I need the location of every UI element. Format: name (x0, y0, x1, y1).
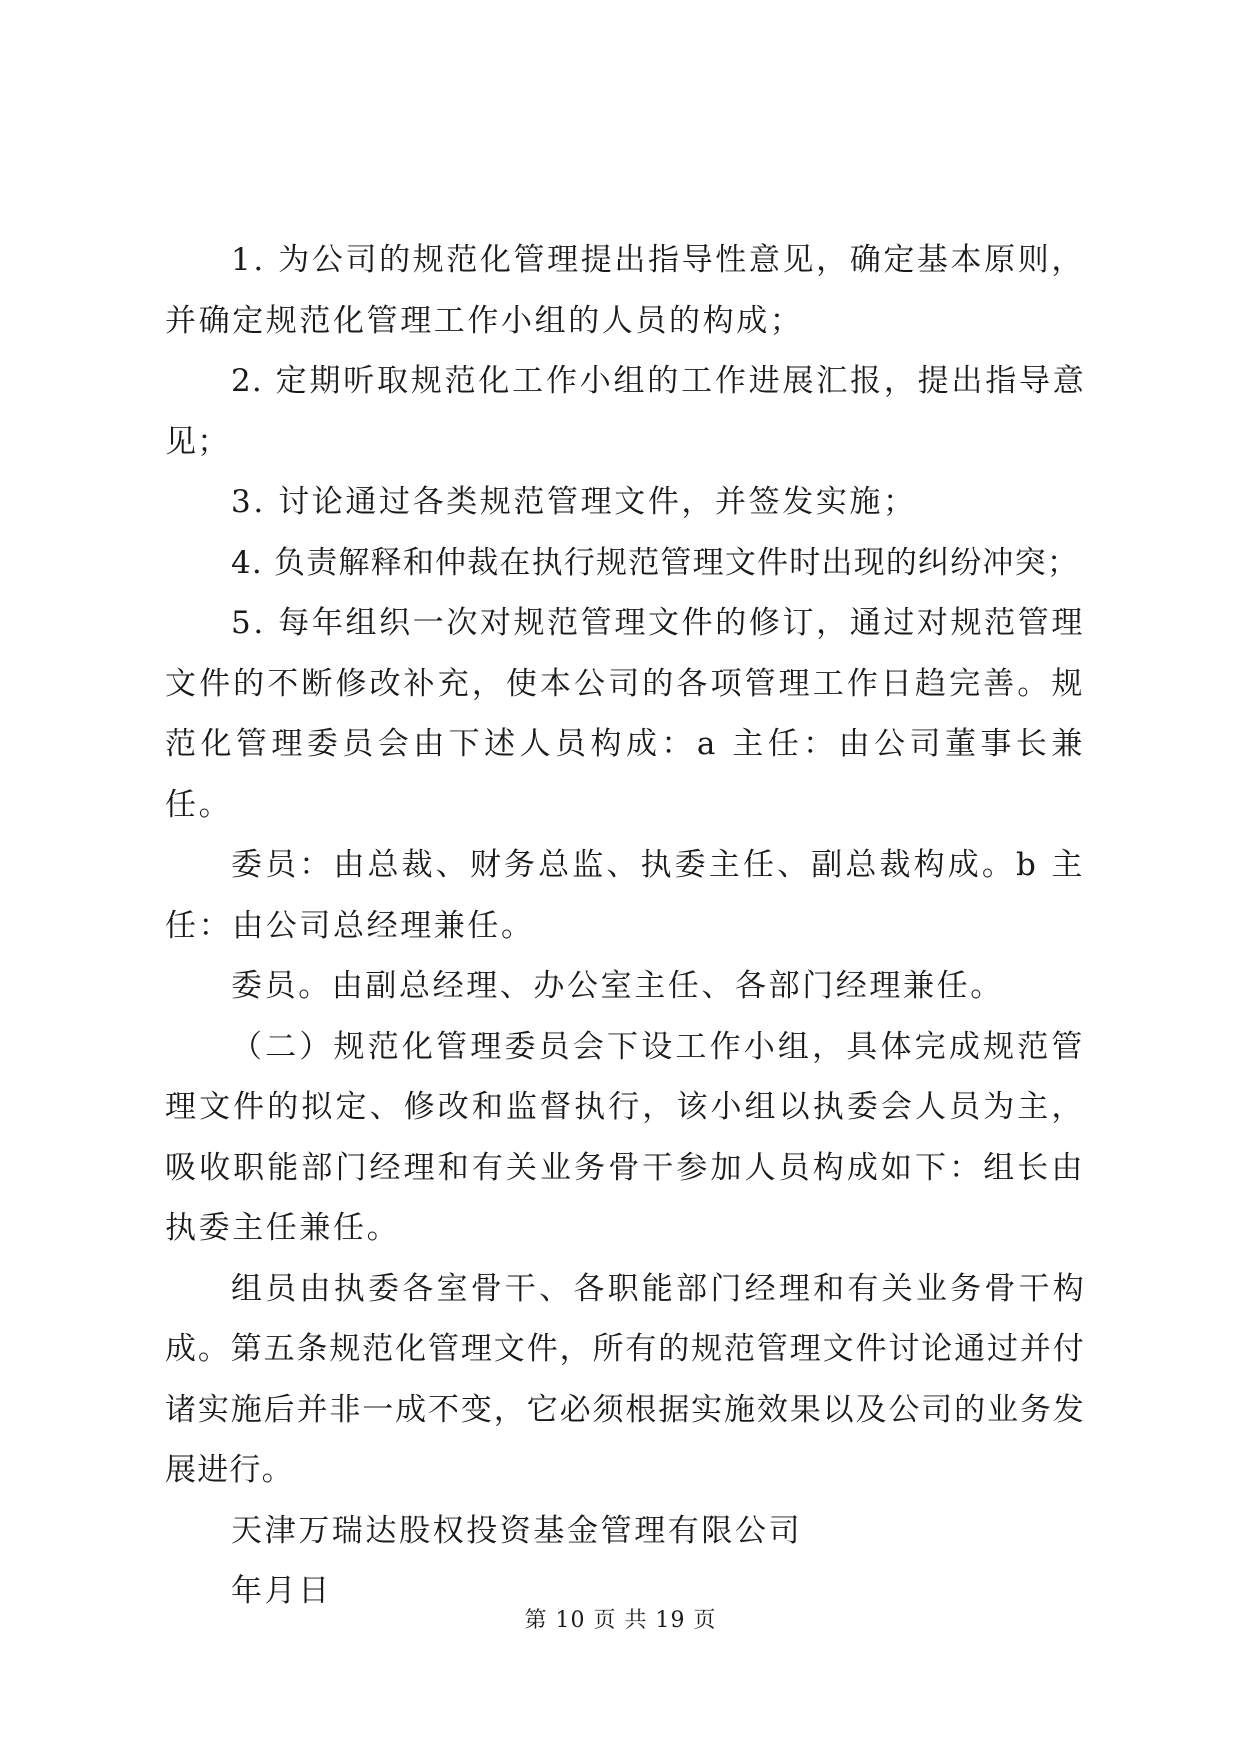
document-body (165, 230, 1085, 1622)
paragraph-item-5: 5. 每年组织一次对规范管理文件的修订，通过对规范管理文件的不断修改补充，使本公司的各项管理工作日趋完善。规范化管理委员会由下述人员构成：a 主任：由公司董事长兼任。 (165, 605, 1085, 823)
paragraph-item-2: 2. 定期听取规范化工作小组的工作进展汇报，提出指导意见； (165, 363, 1085, 460)
paragraph-group-members: 组员由执委各室骨干、各职能部门经理和有关业务骨干构成。第五条规范化管理文件，所有的规范管理文件讨论通过并付诸实施后并非一成不变，它必须根据实施效果以及公司的业务发展进行。 (165, 1270, 1085, 1488)
page-number-footer: 第 10 页 共 19 页 (524, 1608, 717, 1633)
paragraph-item-1: 1. 为公司的规范化管理提出指导性意见，确定基本原则，并确定规范化管理工作小组的人员的构成； (165, 242, 1085, 339)
date-line: 年月日 (231, 1573, 332, 1609)
company-name: 天津万瑞达股权投资基金管理有限公司 (231, 1512, 803, 1549)
paragraph-item-4: 4. 负责解释和仲裁在执行规范管理文件时出现的纠纷冲突； (231, 544, 1080, 581)
paragraph-committee-members: 委员：由总裁、财务总监、执委主任、副总裁构成。b 主任：由公司总经理兼任。 (165, 847, 1085, 944)
paragraph-committee-members-b: 委员。由副总经理、办公室主任、各部门经理兼任。 (231, 968, 1004, 1004)
paragraph-working-group: （二）规范化管理委员会下设工作小组，具体完成规范管理文件的拟定、修改和监督执行，该小组以执委会人员为主，吸收职能部门经理和有关业务骨干参加人员构成如下：组长由执委主任兼任。 (165, 1028, 1085, 1246)
paragraph-item-3: 3. 讨论通过各类规范管理文件，并签发实施； (231, 484, 917, 520)
